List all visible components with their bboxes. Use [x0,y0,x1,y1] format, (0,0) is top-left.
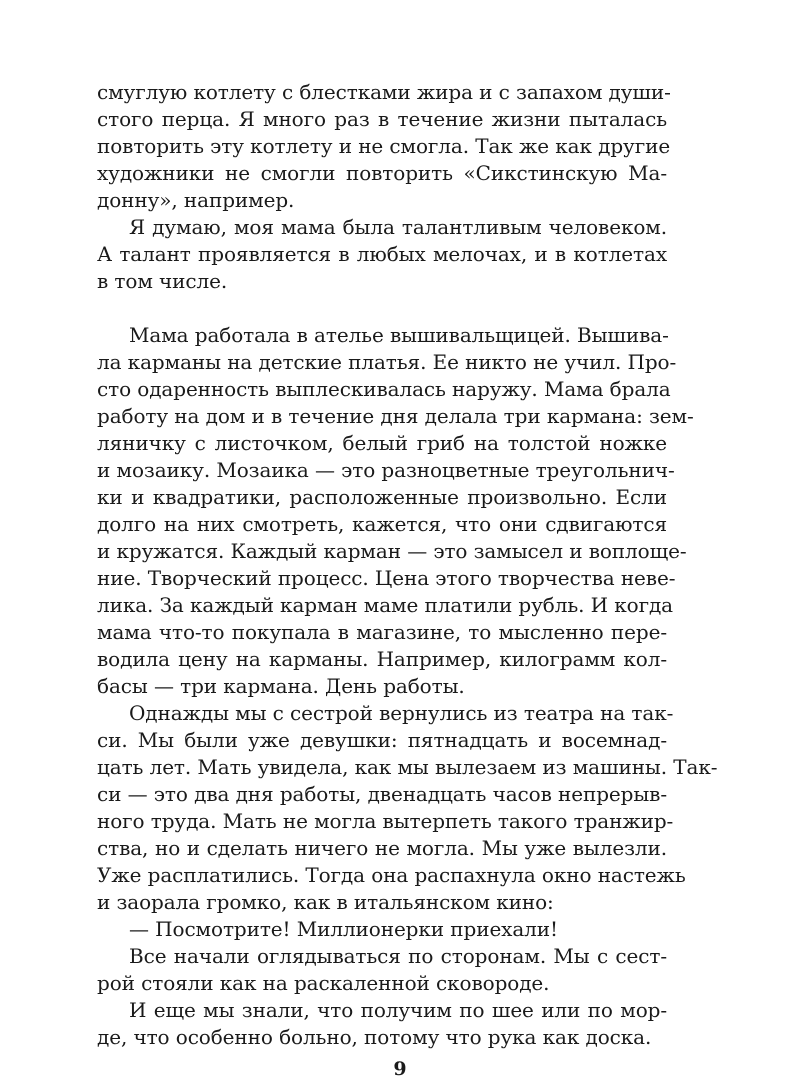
text-line: Я думаю, моя мама была талантливым человеком. [129,215,667,239]
text-line: художники не смогли повторить «Сикстинскую Ма- [97,161,667,185]
text-line: и мозаику. Мозаика — это разноцветные треугольнич- [97,458,675,482]
text-line: повторить эту котлету и не смогла. Так же как другие [97,134,671,158]
text-line: Все начали оглядываться по сторонам. Мы с сест- [129,944,667,968]
text-line: смуглую котлету с блестками жира и с запахом души- [97,80,671,104]
page-number: 9 [393,1058,407,1080]
dialogue-line: — Посмотрите! Миллионерки приехали! [129,917,558,941]
text-line: водила цену на карманы. Например, килограмм кол- [97,647,667,671]
text-line: ла карманы на детские платья. Ее никто не учил. Про- [97,350,677,374]
text-line: ляничку с листочком, белый гриб на толстой ножке [97,431,667,455]
text-line: мама что-то покупала в магазине, то мысленно пере- [97,620,667,644]
text-line: си. Мы были уже девушки: пятнадцать и восемнад- [97,728,667,752]
text-line: лика. За каждый карман маме платили рубль. И когда [97,593,674,617]
text-line: ства, но и сделать ничего не могла. Мы уже вылезли. [97,836,667,860]
text-line: Мама работала в ателье вышивальщицей. Вышива- [129,323,669,347]
text-line: басы — три кармана. День работы. [97,674,465,698]
text-line: А талант проявляется в любых мелочах, и в котлетах [97,242,667,266]
text-line: цать лет. Мать увидела, как мы вылезаем из машины. Так- [97,755,718,779]
text-line: Уже расплатились. Тогда она распахнула окно настежь [97,863,686,887]
text-line: и заорала громко, как в итальянском кино: [97,890,554,914]
text-line: де, что особенно больно, потому что рука как доска. [97,1025,652,1049]
text-line: долго на них смотреть, кажется, что они сдвигаются [97,512,667,536]
text-line: си — это два дня работы, двенадцать часов непрерыв- [97,782,667,806]
text-line: в том числе. [97,269,228,293]
text-line: И еще мы знали, что получим по шее или по мор- [129,998,667,1022]
text-line: Однажды мы с сестрой вернулись из театра на так- [129,701,674,725]
text-line: и кружатся. Каждый карман — это замысел и воплоще- [97,539,687,563]
text-line: ние. Творческий процесс. Цена этого творчества невe- [97,566,676,590]
text-line: ного труда. Мать не могла вытерпеть такого транжир- [97,809,674,833]
text-line: сто одаренность выплескивалась наружу. Мама брала [97,377,671,401]
text-line: работу на дом и в течение дня делала три кармана: зем- [97,404,694,428]
text-line: донну», например. [97,188,295,212]
text-line: рой стояли как на раскаленной сковороде. [97,971,550,995]
text-line: ки и квадратики, расположенные произвольно. Если [97,485,667,509]
text-line: стого перца. Я много раз в течение жизни пыталась [97,107,667,131]
